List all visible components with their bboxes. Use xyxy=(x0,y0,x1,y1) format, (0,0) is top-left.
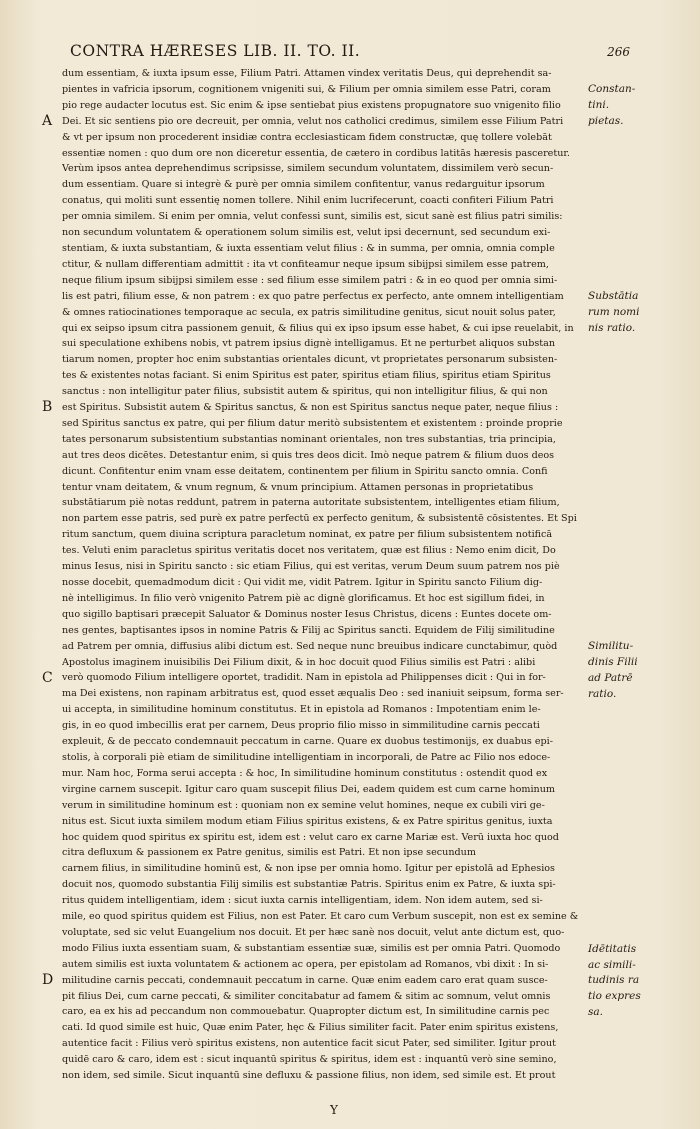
text-line: essentiæ nomen : quo dum ore non diceretur essentia, de cætero in cordibus latitās hæresis pasceretur. xyxy=(62,147,570,159)
margin-note: Substātia xyxy=(588,289,639,302)
text-line: Verùm ipsos antea deprehendimus scripsisse, similem secundum voluntatem, dissimilem verò secun- xyxy=(62,163,554,175)
text-line: stentiam, & iuxta substantiam, & iuxta essentiam velut filius : & in summa, per omnia, omnia comple xyxy=(62,242,555,254)
main-text-column xyxy=(62,66,584,1084)
text-line: & omnes ratiocinationes temporaque ac secula, ex patris similitudine genitus, sicut nouit solus pater, xyxy=(62,306,556,318)
text-line: minus Iesus, nisi in Spiritu sancto : sic etiam Filius, qui est veritas, verum Deum suum patrem nos piè xyxy=(62,561,560,573)
section-letter: C xyxy=(42,669,53,686)
text-line: non secundum voluntatem & operationem solum similis est, velut ipsi decernunt, sed secundum exi- xyxy=(62,227,551,239)
text-line: expleuit, & de peccato condemnauit peccatum in carne. Quare ex duobus testimonijs, ex duabus epi- xyxy=(62,736,553,748)
text-line: pio rege audacter locutus est. Sic enim & ipse sentiebat pius existens propugnatore suo vnigenito filio xyxy=(62,99,561,111)
text-line: nosse docebit, quemadmodum dicit : Qui vidit me, vidit Patrem. Igitur in Spiritu sancto Filium dig- xyxy=(62,577,543,588)
text-line: caro, ea ex his ad peccandum non commouebatur. Quapropter dictum est, In similitudine carnis pec xyxy=(62,1006,550,1018)
text-line: neque filium ipsum sibijpsi similem esse : sed filium esse similem patri : & in eo quod per omnia simi- xyxy=(62,274,558,286)
margin-note: nis ratio. xyxy=(588,321,636,334)
margin-note: sa. xyxy=(588,1006,603,1019)
text-line: militudine carnis peccati, condemnauit peccatum in carne. Quæ enim eadem caro erat quam susce- xyxy=(62,974,548,986)
text-line: lis est patri, filium esse, & non patrem : ex quo patre perfectus ex perfecto, ante omnem intelligentiam xyxy=(62,290,564,302)
text-line: docuit nos, quomodo substantia Filij similis est substantiæ Patris. Spiritus enim ex Patre, & iuxta spi- xyxy=(62,879,556,891)
text-line: cati. Id quod simile est huic, Quæ enim Pater, hęc & Filius similiter facit. Pater enim spiritus existens, xyxy=(62,1022,559,1034)
margin-note: tio expres xyxy=(588,990,641,1003)
text-line: quo sigillo baptisari præcepit Saluator & Dominus noster Iesus Christus, dicens : Euntes docete om- xyxy=(62,608,552,620)
text-line: pit filius Dei, cum carne peccati, & similiter concitabatur ad famem & sitim ac somnum, velut omnis xyxy=(62,990,551,1002)
margin-note: ad Patrē xyxy=(588,671,633,684)
margin-note: dinis Filii xyxy=(588,656,638,669)
margin-note: pietas. xyxy=(588,114,624,127)
text-line: ritum sanctum, quem diuina scriptura paracletum nominat, ex patre per filium subsistentem notificā xyxy=(62,529,553,541)
text-line: qui ex seipso ipsum citra passionem genuit, & filius qui ex ipso ipsum esse habet, & cui ipse reuelabit, in xyxy=(62,322,574,334)
text-line: carnem filius, in similitudine hominū est, & non ipse per omnia homo. Igitur per epistolā ad Ephesios xyxy=(62,863,555,875)
text-line: nè intelligimus. In filio verò vnigenito Patrem piè ac dignè glorificamus. Et hoc est sigillum fidei, in xyxy=(62,592,545,604)
margin-note: rum nomi xyxy=(588,305,640,318)
text-line: sanctus : non intelligitur pater filius, subsistit autem & spiritus, qui non intelligitur filius, & qui non xyxy=(62,386,548,398)
text-line: quidē caro & caro, idem est : sicut inquantū spiritus & spiritus, idem est : inquantū verò sine semino, xyxy=(62,1054,557,1066)
text-line: & vt per ipsum non procederent insidiæ contra ecclesiasticam fidem constructæ, quę tollere volebāt xyxy=(62,131,552,143)
text-line: non idem, sed simile. Sicut inquantū sine defluxu & passione filius, non idem, sed simile est. Et prout xyxy=(62,1070,556,1082)
text-line: conatus, qui moliti sunt essentię nomen tollere. Nihil enim lucrifecerunt, coacti confiteri Filium Patri xyxy=(62,195,554,207)
text-line: Apostolus imaginem inuisibilis Dei Filium dixit, & in hoc docuit quod Filius similis est Patri : alibi xyxy=(62,656,536,668)
section-letter: A xyxy=(42,112,53,129)
text-line: autentice facit : Filius verò spiritus existens, non autentice facit sicut Pater, sed similiter. Igitur prout xyxy=(62,1038,556,1050)
text-line: substātiarum piè notas reddunt, patrem in paterna autoritate subsistentem, intelligentes etiam filium, xyxy=(62,497,560,509)
text-line: mur. Nam hoc, Forma serui accepta : & hoc, In similitudine hominum constitutus : ostendit quod ex xyxy=(62,767,548,779)
text-line: verum in similitudine hominum est : quoniam non ex semine velut homines, neque ex cubili viri ge- xyxy=(62,799,545,811)
signature-mark: Y xyxy=(330,1103,338,1117)
text-line: per omnia similem. Si enim per omnia, velut confessi sunt, similis est, sicut sanè est filius patri similis: xyxy=(62,211,563,223)
text-line: dicunt. Confitentur enim vnam esse deitatem, continentem per filium in Spiritu sancto omnia. Confi xyxy=(62,465,548,477)
margin-note: tini. xyxy=(588,98,610,111)
text-line: sui speculatione exhibens nobis, vt patrem ipsius dignè intelligamus. Et ne perturbet aliquos substan xyxy=(62,338,556,350)
text-line: mile, eo quod spiritus quidem est Filius, non est Pater. Et caro cum Verbum suscepit, non est ex semine & xyxy=(62,911,579,923)
text-line: tiarum nomen, propter hoc enim substantias orientales dicunt, vt proprietates personarum subsisten- xyxy=(62,354,558,366)
margin-note: Idētitatis xyxy=(588,942,637,955)
text-line: hoc quidem quod spiritus ex spiritu est, idem est : velut caro ex carne Mariæ est. Verū iuxta hoc quod xyxy=(62,831,559,843)
section-letter: B xyxy=(42,399,53,416)
text-line: voluptate, sed sic velut Euangelium nos docuit. Et per hæc sanè nos docuit, velut ante dictum est, quo- xyxy=(62,926,565,938)
text-line: citra defluxum & passionem ex Patre genitus, similis est Patri. Et non ipse secundum xyxy=(62,847,476,859)
folio-number: 266 xyxy=(607,45,630,59)
text-line: non partem esse patris, sed purè ex patre perfectū ex perfecto genitum, & subsistentē cōsistentes. Et Spi xyxy=(62,513,577,525)
text-line: aut tres deos dicētes. Detestantur enim, si quis tres deos dicit. Imò neque patrem & filium duos deos xyxy=(62,449,555,461)
text-line: stolis, à corporali piè etiam de similitudine intelligentiam in incorporali, de Patre ac Filio nos edoce- xyxy=(62,751,551,763)
margin-note: tudinis ra xyxy=(588,974,640,987)
running-title: CONTRA HÆRESES LIB. II. TO. II. xyxy=(70,42,361,60)
text-line: dum essentiam, & iuxta ipsum esse, Filium Patri. Attamen vindex veritatis Deus, qui deprehendit sa- xyxy=(62,68,552,79)
text-line: verò quomodo Filium intelligere oportet, tradidit. Nam in epistola ad Philippenses dicit : Qui in for- xyxy=(62,672,546,684)
text-line: autem similis est iuxta voluntatem & actionem ac opera, per epistolam ad Romanos, vbi dixit : In si- xyxy=(62,958,549,970)
text-line: ma Dei existens, non rapinam arbitratus est, quod esset æqualis Deo : sed inaniuit seipsum, forma ser- xyxy=(62,688,564,700)
text-line: Dei. Et sic sentiens pio ore decreuit, per omnia, velut nos catholici credimus, similem esse Filium Patri xyxy=(62,115,564,127)
text-line: tates personarum subsistentium substantias nominant orientales, non tres substantias, tria principia, xyxy=(62,433,556,445)
text-line: ui accepta, in similitudine hominum constitutus. Et in epistola ad Romanos : Impotentiam enim le- xyxy=(62,704,541,716)
text-line: tentur vnam deitatem, & vnum regnum, & vnum principium. Attamen personas in proprietatibus xyxy=(62,481,534,493)
margin-note: Similitu- xyxy=(588,640,634,653)
margin-note: ratio. xyxy=(588,687,617,700)
text-line: gis, in eo quod imbecillis erat per carnem, Deus proprio filio misso in simmilitudine carnis peccati xyxy=(62,720,540,732)
text-line: ctitur, & nullam differentiam admittit : ita vt confiteamur neque ipsum sibijpsi similem esse patrem, xyxy=(62,258,549,270)
page-header xyxy=(70,42,630,60)
text-line: est Spiritus. Subsistit autem & Spiritus sanctus, & non est Spiritus sanctus neque pater, neque filius : xyxy=(62,402,559,414)
text-line: modo Filius iuxta essentiam suam, & substantiam essentiæ suæ, similis est per omnia Patri. Quomodo xyxy=(62,942,561,954)
text-line: virgine carnem suscepit. Igitur caro quam suscepit filius Dei, eadem quidem est cum carne hominum xyxy=(62,783,555,795)
text-line: ad Patrem per omnia, diffusius alibi dictum est. Sed neque nunc breuibus indicare cunctabimur, quòd xyxy=(62,640,558,652)
text-line: nes gentes, baptisantes ipsos in nomine Patris & Filij ac Spiritus sancti. Equidem de Filij similitudine xyxy=(62,624,555,636)
section-letter: D xyxy=(42,972,54,989)
margin-note: Constan- xyxy=(588,82,636,95)
text-line: dum essentiam. Quare si integrè & purè per omnia similem confitentur, vanus redarguitur ipsorum xyxy=(62,179,545,191)
text-line: sed Spiritus sanctus ex patre, qui per filium datur meritò subsistentem et existentem : proinde proprie xyxy=(62,417,563,429)
text-line: nitus est. Sicut iuxta similem modum etiam Filius spiritus existens, & ex Patre spiritus genitus, iuxta xyxy=(62,815,553,827)
text-line: tes & existentes notas faciant. Si enim Spiritus est pater, spiritus etiam filius, spiritus etiam Spiritus xyxy=(62,370,551,382)
text-line: ritus quidem intelligentiam, idem : sicut iuxta carnis intelligentiam, idem. Non idem autem, sed si- xyxy=(62,895,543,907)
text-line: tes. Veluti enim paracletus spiritus veritatis docet nos veritatem, quæ est filius : Nemo enim dicit, Do xyxy=(62,545,556,557)
text-line: pientes in vafricia ipsorum, cognitionem vnigeniti sui, & Filium per omnia similem esse Patri, coram xyxy=(62,83,551,95)
margin-note: ac simili- xyxy=(588,958,636,971)
